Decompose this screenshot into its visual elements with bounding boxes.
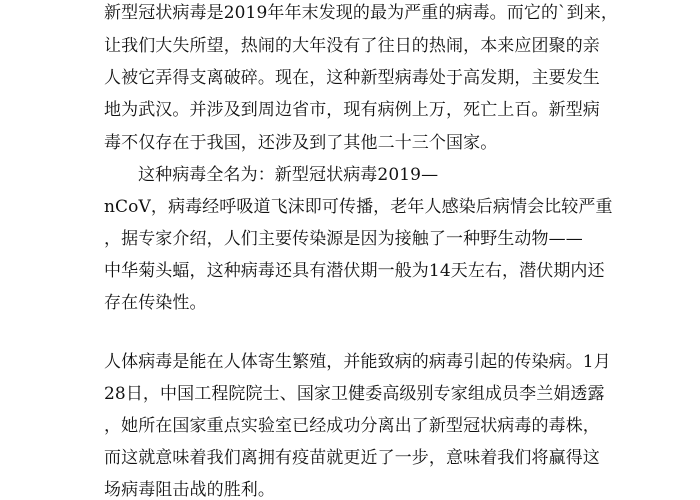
paragraph-2-line-1: 这种病毒全名为：新型冠状病毒2019— xyxy=(138,165,439,185)
paragraph-3-line-5: 场病毒阻击战的胜利。 xyxy=(104,480,275,500)
paragraph-3-line-2: 28日，中国工程院院士、国家卫健委高级别专家组成员李兰娟透露 xyxy=(104,384,605,404)
paragraph-2-line-5: 存在传染性。 xyxy=(104,293,207,313)
paragraph-1-line-4: 地为武汉。并涉及到周边省市，现有病例上万，死亡上百。新型病 xyxy=(104,100,600,120)
paragraph-2-line-2: nCoV，病毒经呼吸道飞沫即可传播，老年人感染后病情会比较严重 xyxy=(104,197,613,217)
paragraph-1-line-2: 让我们大失所望，热闹的大年没有了往日的热闹，本来应团聚的亲 xyxy=(104,36,600,56)
paragraph-1-line-1: 新型冠状病毒是2019年年末发现的最为严重的病毒。而它的`到来， xyxy=(104,3,618,23)
paragraph-2-line-4: 中华菊头蝠，这种病毒还具有潜伏期一般为14天左右，潜伏期内还 xyxy=(104,261,605,281)
paragraph-3-line-1: 人体病毒是能在人体寄生繁殖，并能致病的病毒引起的传染病。1月 xyxy=(104,352,611,372)
paragraph-1-line-3: 人被它弄得支离破碎。现在，这种新型病毒处于高发期，主要发生 xyxy=(104,68,600,88)
paragraph-2-line-3: ，据专家介绍，人们主要传染源是因为接触了一种野生动物—— xyxy=(104,229,583,249)
paragraph-3-line-4: 而这就意味着我们离拥有疫苗就更近了一步，意味着我们将赢得这 xyxy=(104,448,600,468)
paragraph-3-line-3: ，她所在国家重点实验室已经成功分离出了新型冠状病毒的毒株， xyxy=(104,416,600,436)
paragraph-1-line-5: 毒不仅存在于我国，还涉及到了其他二十三个国家。 xyxy=(104,133,498,153)
